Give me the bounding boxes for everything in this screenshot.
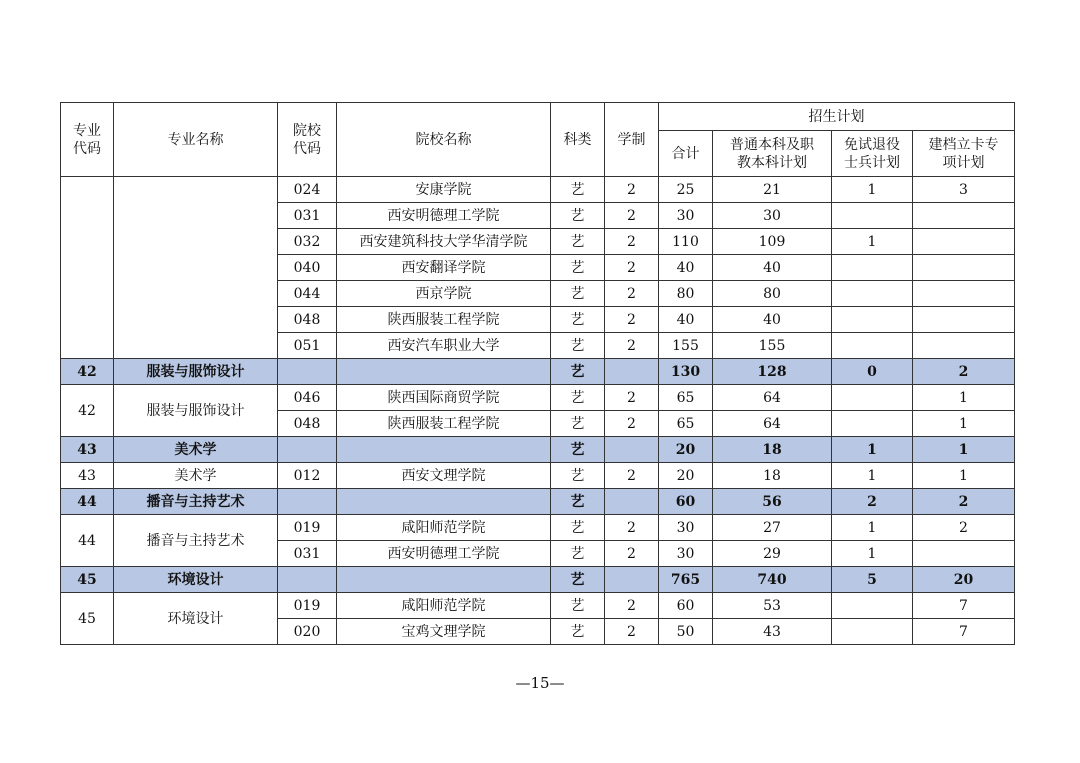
enrollment-plan-table-wrap [60,102,1015,645]
major-name-cell [114,177,278,359]
major-name-cell: 播音与主持艺术 [114,515,278,567]
table-row [61,177,1015,203]
school-name-cell: 陕西服装工程学院 [337,307,551,333]
school-code-cell: 040 [278,255,337,281]
category-cell: 艺 [551,385,605,411]
poverty-cell: 1 [913,437,1015,463]
enrollment-plan-table [60,102,1015,645]
total-cell: 40 [659,255,713,281]
category-cell: 艺 [551,177,605,203]
major-code-cell: 45 [61,567,114,593]
total-cell: 30 [659,541,713,567]
total-cell: 20 [659,463,713,489]
school-code-cell [278,359,337,385]
poverty-cell [913,203,1015,229]
poverty-cell: 1 [913,463,1015,489]
years-cell [605,489,659,515]
school-code-cell: 020 [278,619,337,645]
regular-cell: 30 [713,203,832,229]
total-cell: 60 [659,489,713,515]
poverty-cell: 1 [913,385,1015,411]
regular-cell: 740 [713,567,832,593]
school-code-cell [278,437,337,463]
school-code-cell [278,567,337,593]
years-cell: 2 [605,515,659,541]
regular-cell: 80 [713,281,832,307]
years-cell: 2 [605,177,659,203]
school-code-cell: 048 [278,307,337,333]
regular-cell: 64 [713,385,832,411]
veteran-cell: 1 [832,437,913,463]
total-cell: 65 [659,411,713,437]
poverty-cell: 7 [913,619,1015,645]
school-code-cell: 019 [278,593,337,619]
category-cell: 艺 [551,307,605,333]
regular-cell: 155 [713,333,832,359]
header-total: 合计 [659,131,713,177]
table-row [61,385,1015,411]
school-code-cell: 046 [278,385,337,411]
veteran-cell: 1 [832,463,913,489]
major-name-cell: 服装与服饰设计 [114,385,278,437]
total-cell: 30 [659,203,713,229]
veteran-cell: 0 [832,359,913,385]
years-cell [605,567,659,593]
regular-cell: 64 [713,411,832,437]
school-name-cell: 西安翻译学院 [337,255,551,281]
category-cell: 艺 [551,541,605,567]
total-cell: 765 [659,567,713,593]
years-cell: 2 [605,203,659,229]
major-code-cell: 44 [61,515,114,567]
header-school-code: 院校 代码 [278,103,337,177]
major-name-cell: 美术学 [114,437,278,463]
veteran-cell [832,411,913,437]
regular-cell: 18 [713,463,832,489]
veteran-cell: 1 [832,177,913,203]
header-poverty: 建档立卡专 项计划 [913,131,1015,177]
school-name-cell: 陕西国际商贸学院 [337,385,551,411]
poverty-cell: 1 [913,411,1015,437]
school-code-cell: 031 [278,541,337,567]
school-code-cell: 032 [278,229,337,255]
header-major-code: 专业 代码 [61,103,114,177]
regular-cell: 43 [713,619,832,645]
regular-cell: 53 [713,593,832,619]
total-cell: 110 [659,229,713,255]
veteran-cell [832,307,913,333]
veteran-cell: 2 [832,489,913,515]
poverty-cell [913,255,1015,281]
table-row [61,515,1015,541]
school-name-cell [337,359,551,385]
category-cell: 艺 [551,333,605,359]
category-cell: 艺 [551,255,605,281]
major-name-cell: 美术学 [114,463,278,489]
school-name-cell [337,567,551,593]
regular-cell: 40 [713,255,832,281]
school-code-cell: 019 [278,515,337,541]
school-name-cell: 安康学院 [337,177,551,203]
years-cell: 2 [605,385,659,411]
category-cell: 艺 [551,437,605,463]
school-name-cell: 宝鸡文理学院 [337,619,551,645]
poverty-cell [913,307,1015,333]
major-name-cell: 服装与服饰设计 [114,359,278,385]
school-name-cell: 咸阳师范学院 [337,515,551,541]
school-code-cell: 048 [278,411,337,437]
regular-cell: 109 [713,229,832,255]
major-name-cell: 环境设计 [114,593,278,645]
total-cell: 20 [659,437,713,463]
category-cell: 艺 [551,567,605,593]
years-cell: 2 [605,411,659,437]
veteran-cell: 1 [832,541,913,567]
total-cell: 80 [659,281,713,307]
school-code-cell: 051 [278,333,337,359]
poverty-cell: 2 [913,489,1015,515]
total-cell: 50 [659,619,713,645]
school-name-cell: 西安明德理工学院 [337,203,551,229]
years-cell: 2 [605,255,659,281]
veteran-cell [832,333,913,359]
veteran-cell [832,385,913,411]
regular-cell: 56 [713,489,832,515]
page-number: —15— [515,674,565,692]
veteran-cell: 5 [832,567,913,593]
school-name-cell: 陕西服装工程学院 [337,411,551,437]
veteran-cell [832,203,913,229]
total-cell: 25 [659,177,713,203]
category-cell: 艺 [551,593,605,619]
years-cell: 2 [605,281,659,307]
school-name-cell: 西安文理学院 [337,463,551,489]
regular-cell: 40 [713,307,832,333]
veteran-cell [832,281,913,307]
header-years: 学制 [605,103,659,177]
header-school-name: 院校名称 [337,103,551,177]
major-code-cell: 42 [61,385,114,437]
category-cell: 艺 [551,281,605,307]
header-veteran: 免试退役 士兵计划 [832,131,913,177]
summary-row [61,489,1015,515]
school-name-cell: 咸阳师范学院 [337,593,551,619]
total-cell: 30 [659,515,713,541]
major-code-cell: 42 [61,359,114,385]
years-cell [605,359,659,385]
header-category: 科类 [551,103,605,177]
school-code-cell [278,489,337,515]
category-cell: 艺 [551,411,605,437]
veteran-cell [832,255,913,281]
category-cell: 艺 [551,359,605,385]
header-major-name: 专业名称 [114,103,278,177]
category-cell: 艺 [551,229,605,255]
veteran-cell: 1 [832,229,913,255]
years-cell: 2 [605,541,659,567]
major-code-cell: 45 [61,593,114,645]
years-cell: 2 [605,619,659,645]
poverty-cell [913,229,1015,255]
regular-cell: 18 [713,437,832,463]
poverty-cell: 20 [913,567,1015,593]
years-cell: 2 [605,229,659,255]
major-name-cell: 环境设计 [114,567,278,593]
school-name-cell [337,437,551,463]
table-row [61,593,1015,619]
school-name-cell [337,489,551,515]
major-code-cell [61,177,114,359]
poverty-cell [913,333,1015,359]
regular-cell: 27 [713,515,832,541]
major-name-cell: 播音与主持艺术 [114,489,278,515]
veteran-cell [832,619,913,645]
school-code-cell: 012 [278,463,337,489]
category-cell: 艺 [551,515,605,541]
school-code-cell: 024 [278,177,337,203]
total-cell: 40 [659,307,713,333]
category-cell: 艺 [551,463,605,489]
major-code-cell: 43 [61,463,114,489]
years-cell: 2 [605,333,659,359]
school-name-cell: 西京学院 [337,281,551,307]
years-cell: 2 [605,593,659,619]
total-cell: 60 [659,593,713,619]
header-regular: 普通本科及职 教本科计划 [713,131,832,177]
major-code-cell: 44 [61,489,114,515]
summary-row [61,567,1015,593]
category-cell: 艺 [551,619,605,645]
years-cell: 2 [605,307,659,333]
category-cell: 艺 [551,203,605,229]
total-cell: 65 [659,385,713,411]
poverty-cell [913,281,1015,307]
poverty-cell: 2 [913,515,1015,541]
school-name-cell: 西安明德理工学院 [337,541,551,567]
poverty-cell: 2 [913,359,1015,385]
summary-row [61,437,1015,463]
header-plan-group: 招生计划 [659,103,1015,131]
veteran-cell [832,593,913,619]
poverty-cell: 7 [913,593,1015,619]
major-code-cell: 43 [61,437,114,463]
summary-row [61,359,1015,385]
years-cell [605,437,659,463]
school-name-cell: 西安汽车职业大学 [337,333,551,359]
total-cell: 155 [659,333,713,359]
school-code-cell: 031 [278,203,337,229]
regular-cell: 21 [713,177,832,203]
poverty-cell: 3 [913,177,1015,203]
school-code-cell: 044 [278,281,337,307]
category-cell: 艺 [551,489,605,515]
regular-cell: 128 [713,359,832,385]
poverty-cell [913,541,1015,567]
veteran-cell: 1 [832,515,913,541]
school-name-cell: 西安建筑科技大学华清学院 [337,229,551,255]
table-row [61,463,1015,489]
years-cell: 2 [605,463,659,489]
total-cell: 130 [659,359,713,385]
regular-cell: 29 [713,541,832,567]
